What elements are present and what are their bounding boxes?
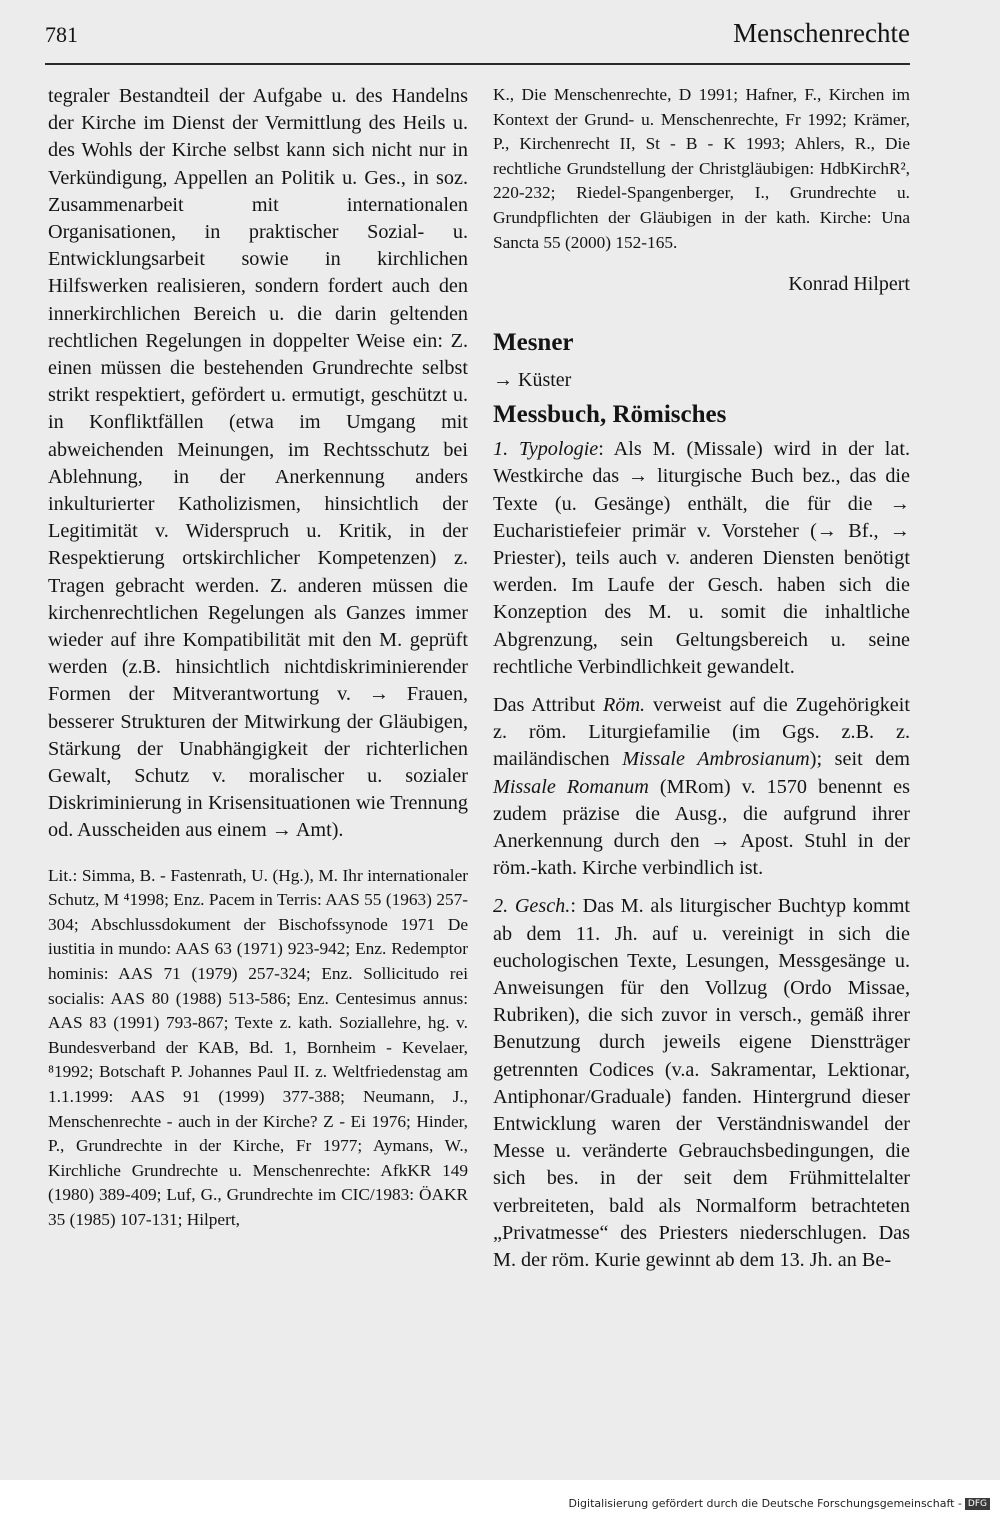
paragraph-text: : Das M. als liturgischer Buchtyp kommt ab dem 11. Jh. auf u. vereinigt in sich die euchologischen Texte, Lesungen, Messgesänge u. Anweisungen für den Vollzug (Ordo Missae, Rubriken), die sich zuvor in versch., gemäß ihrer Benutzung durch jeweils eigene Dienstträger getrennten Codices (v.a. Sakramentar, Lektionar, Antiphonar/Graduale) fanden. Hintergrund dieser Entwicklung waren der Verständniswandel der Messe u. veränderte Gebrauchsbedingungen, die sich bes. in der seit dem Frühmittelalter verbreiteten, bald als Normalform betrachteten „Privatmesse“ des Priesters niederschlugen. Das M. der röm. Kurie gewinnt ab dem 13. Jh. an Be- [493, 895, 911, 1272]
paragraph-text: verweist auf die Zugehörigkeit z. röm. Liturgiefamilie (im Ggs. z.B. z. mailändischen [493, 693, 910, 771]
literature-list-continued: K., Die Menschenrechte, D 1991; Hafner, F., Kirchen im Kontext der Grund- u. Menschenrechte, Fr 1992; Krämer, P., Kirchenrecht II, St - B - K 1993; Ahlers, R., Die rechtliche Grundstellung der Christgläubigen: HdbKirchR², 220-232; Riedel-Spangenberger, I., Grundrechte u. Grundpflichten der Gläubigen in der kath. Kirche: Una Sancta 55 (2000) 152-165. [493, 85, 910, 252]
section-label-typologie: 1. Typologie [493, 438, 599, 461]
page-number: 781 [45, 22, 78, 47]
article-body-text: tegraler Bestandteil der Aufgabe u. des Handelns der Kirche im Dienst der Vermittlung des Heils u. des Wohls der Kirche selbst kann sich nicht nur in Verkündigung, Appellen an Politik u. Ges., in soz. Zusammenarbeit mit internationalen Organisationen, in praktischer Sozial- u. Entwicklungsarbeit sowie in kirchlichen Hilfswerken realisieren, sondern fordert auch den innerkirchlichen Bereich u. die darin geltenden rechtlichen Regelungen in doppelter Weise ein: Z. einen müssen die bestehenden Grundrechte selbst strikt respektiert, gefördert u. ermutigt, geschützt u. in Konfliktfällen (etwa im Umgang mit abweichenden Meinungen, im Rechtsschutz bei Ablehnung, in der Anerkennung anders inkulturierter Katholizismen, hinsichtlich der Legitimität v. Widerspruch u. Kritik, in der Respektierung ortskirchlicher Kompetenzen) z. Tragen gebracht werden. Z. anderen müssen die kirchenrechtlichen Regelungen als Ganzes immer wieder auf ihre Kompatibilität mit den M. geprüft werden (z.B. hinsichtlich nichtdiskriminierender Formen der Mitverantwortung v. → Frauen, besserer Strukturen der Mitwirkung der Gläubigen, Stärkung der Unabhängigkeit der richterlichen Gewalt, Schutz v. moralischer u. sozialer Diskriminierung in Krisensituationen wie Trennung od. Ausscheiden aus einem → Amt). [48, 85, 468, 842]
entry-title-messbuch: Messbuch, Römisches [493, 401, 727, 429]
digitization-footer [569, 1497, 990, 1510]
header-rule [45, 63, 910, 65]
running-head-title: Menschenrechte [733, 18, 910, 48]
author-signature: Konrad Hilpert [788, 273, 910, 296]
left-column [48, 83, 468, 1233]
paragraph-text: Das Attribut [493, 693, 604, 716]
paragraph-text: ); seit dem [809, 748, 911, 771]
italic-term-roem: Röm. [603, 693, 646, 716]
paragraph-text: (MRom) v. 1570 benennt es zudem präzise die Ausg., die aufgrund ihrer Anerkennung durch den → Apost. Stuhl in der röm.-kath. Kirche verbindlich ist. [493, 775, 910, 880]
right-column [493, 83, 910, 1274]
dfg-logo: DFG [965, 1498, 990, 1510]
paragraph-text: : Als M. (Missale) wird in der lat. Westkirche das → liturgische Buch bez., das die Texte (u. Gesänge) enthält, die für die → Eucharistiefeier primär v. Vorsteher (→ Bf., → Priester), teils auch v. anderen Diensten benötigt werden. Im Laufe der Gesch. haben sich die Konzeption des M. u. somit die inhaltliche Abgrenzung, sein Geltungsbereich u. seine rechtliche Verbindlichkeit gewandelt. [493, 438, 910, 678]
italic-term-ambrosianum: Missale Ambrosianum [622, 748, 810, 771]
italic-term-romanum: Missale Romanum [493, 775, 649, 798]
cross-reference: → Küster [493, 369, 572, 392]
running-head [45, 14, 910, 58]
literature-list: Lit.: Simma, B. - Fastenrath, U. (Hg.), M. Ihr internationaler Schutz, M ⁴1998; Enz. Pacem in Terris: AAS 55 (1963) 257-304; Abschlussdokument der Bischofssynode 1971 De iustitia in mundo: AAS 63 (1971) 923-942; Enz. Redemptor hominis: AAS 71 (1979) 257-324; Enz. Sollicitudo rei socialis: AAS 80 (1988) 513-586; Enz. Centesimus annus: AAS 83 (1991) 793-867; Texte z. kath. Soziallehre, hg. v. Bundesverband der KAB, Bd. 1, Bornheim - Kevelaer, ⁸1992; Botschaft P. Johannes Paul II. z. Weltfriedenstag am 1.1.1999: AAS 91 (1999) 377-388; Neumann, J., Menschenrechte - auch in der Kirche? Z - Ei 1976; Hinder, P., Grundrechte in der Kirche, Fr 1977; Aymans, W., Kirchliche Grundrechte u. Menschenrechte: AfkKR 149 (1980) 389-409; Luf, G., Grundrechte im CIC/1983: ÖAKR 35 (1985) 107-131; Hilpert, [48, 865, 468, 1229]
entry-title-mesner: Mesner [493, 329, 574, 357]
paragraph-attribut [493, 692, 910, 882]
paragraph-typologie [493, 436, 910, 681]
footer-text: Digitalisierung gefördert durch die Deutsche Forschungsgemeinschaft - [568, 1497, 962, 1510]
section-label-geschichte: 2. Gesch. [493, 895, 571, 918]
paragraph-geschichte [493, 893, 910, 1274]
